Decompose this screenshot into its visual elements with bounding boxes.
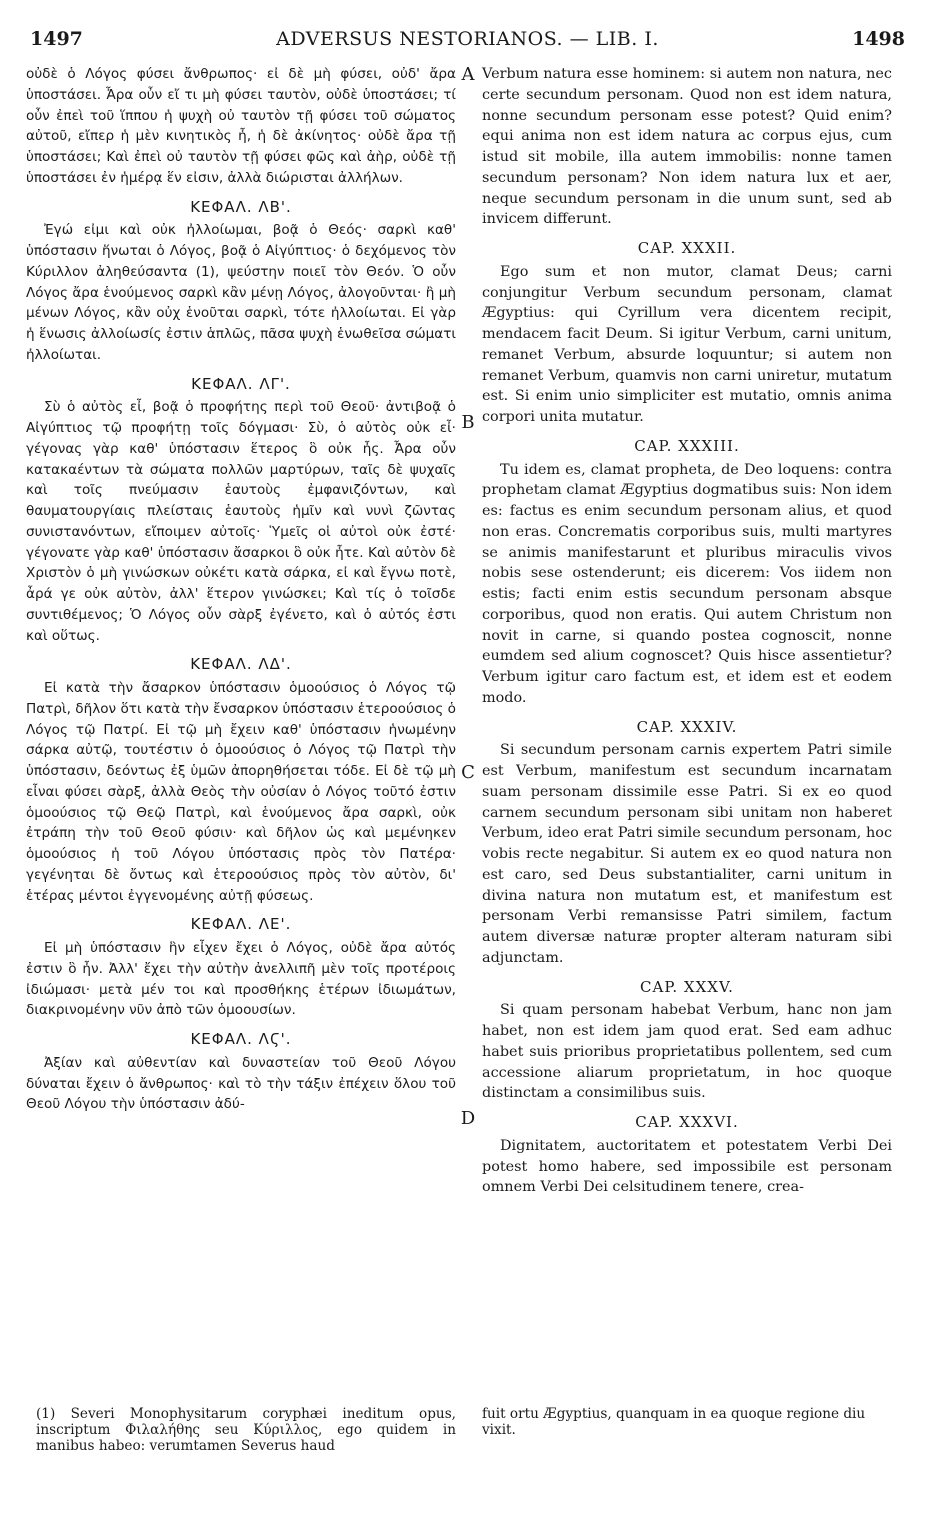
greek-heading-32: ΚΕΦΑΛ. ΛΒ'. — [190, 197, 292, 216]
latin-chapter-33: Tu idem es, clamat propheta, de Deo loquens: contra prophetam clamat Ægyptius dogmatibus suis: Non idem es: factus es enim secundum personam alius, et quod non eras. Concrematis corporibus suis, multi martyres se animis manifestarunt et pluribus miraculis vivos nobis sese ostenderunt; eis dicerem: Vos iidem non estis; facti enim estis secundum personam absque corporibus, quod non eratis. Qui autem Christum non novit in carne, si quando postea cognoscit, nonne eumdem sed alium cognoscet? Quis hisce assentietur? Verbum igitur caro factum est, et idem est et eodem modo. — [482, 461, 893, 706]
greek-column — [26, 64, 456, 1115]
margin-letter-d: D — [460, 1108, 476, 1129]
greek-chapter-36: Ἀξίαν καὶ αὐθεντίαν καὶ δυναστείαν τοῦ Θεοῦ Λόγου δύναται ἔχειν ὁ ἄνθρωπος· καὶ τὸ τὴν τάξιν ἐπέχειν ὅλου τοῦ Θεοῦ Λόγου τὴν ὑπόστασιν ἀδύ- — [26, 1054, 456, 1113]
latin-heading-33: CAP. XXXIII. — [634, 436, 740, 455]
footnote-right: fuit ortu Ægyptius, quanquam in ea quoque regione diu vixit. — [482, 1406, 866, 1438]
latin-heading-34: CAP. XXXIV. — [636, 717, 738, 736]
greek-chapter-32: Ἐγώ εἰμι καὶ οὐκ ἠλλοίωμαι, βοᾷ ὁ Θεός· σαρκὶ καθ' ὑπόστασιν ἥνωται ὁ Λόγος, βοᾷ ὁ Αἰγύπτιος· ὁ δεχόμενος τὸν Κύριλλον ἀληθεύσαντα (1), ψεύστην ποιεῖ τὸν Θεόν. Ὁ οὖν Λόγος ἄρα ἑνούμενος σαρκὶ κἂν μένῃ Λόγος, ἀλογοῦνται· ἢ μὴ μένων Λόγος, κἂν οὐχ ἑνοῦται σαρκὶ, τότε ἠλλοίωται. Εἰ γὰρ ἡ ἕνωσις ἀλλοίωσίς ἐστιν ἁπλῶς, πᾶσα ψυχὴ ἑνωθεῖσα σώματι ἠλλοίωται. — [26, 222, 456, 363]
running-title: ADVERSUS NESTORIANOS. — LIB. I. — [276, 28, 659, 50]
footnote-left: (1) Severi Monophysitarum coryphæi ineditum opus, inscriptum Φιλαλήθης seu Κύριλλος, ego quidem in manibus habeo: verumtamen Severus haud — [36, 1406, 456, 1454]
margin-letter-a: A — [461, 64, 475, 85]
greek-heading-35: ΚΕΦΑΛ. ΛΕ'. — [190, 915, 292, 934]
greek-heading-36: ΚΕΦΑΛ. ΛϚ'. — [190, 1030, 292, 1048]
greek-intro: οὐδὲ ὁ Λόγος φύσει ἄνθρωπος· εἰ δὲ μὴ φύσει, οὐδ' ἄρα ὑποστάσει. Ἆρα οὖν εἴ τι μὴ φύσει ταυτὸν, οὐδὲ ὑποστάσει; τί οὖν ἐπεὶ τοῦ ἵππου ἡ ψυχὴ οὐ ταυτὸν τῇ φύσει τοῦ σώματος αὐτοῦ, εἴπερ ἡ μὲν κινητικὸς ἦ, ἡ δὲ ἀκίνητος· οὐδὲ ἄρα τῇ ὑποστάσει; Καὶ ἐπεὶ οὐ ταυτὸν τῇ φύσει φῶς καὶ ἀὴρ, οὐδὲ τῇ ὑποστάσει ἐν ἡμέρᾳ ἕν εἰσιν, ἀλλὰ διώρισται ἀλλήλων. — [26, 66, 456, 186]
latin-heading-32: CAP. XXXII. — [637, 239, 737, 257]
latin-intro: Verbum natura esse hominem: si autem non natura, nec certe secundum personam. Quod non est idem natura, nonne secundum personam esse potest? Quid enim? equi anima non est idem natura ac corpus ejus, cum istud sit mobile, illa autem immobilis: nonne tamen secundum personam? Non idem natura lux et aer, neque secundum personam in die unum sunt, sed ab invicem differunt. — [482, 66, 892, 228]
margin-letter-b: B — [461, 412, 475, 433]
latin-chapter-34: Si secundum personam carnis expertem Patri simile est Verbum, manifestum est secundum incarnatam suam personam dissimile esse Patri. Si ex eo quod carnem secundum personam sibi unitam non haberet Verbum, ideo erat Patri simile secundum personam, hoc vobis recte negabitur. Si autem ex eo quod natura non est caro, sed Deus substantialiter, carni unitum in divina natura non mutatum est, et manifestum est personam Verbi remansisse Patri similem, factum autem diversæ naturæ propter alteram naturam sibi adjunctam. — [482, 742, 892, 966]
page-number-left: 1497 — [30, 28, 83, 50]
latin-column — [482, 64, 892, 1198]
margin-letter-c: C — [461, 762, 475, 783]
greek-chapter-33: Σὺ ὁ αὐτὸς εἶ, βοᾷ ὁ προφήτης περὶ τοῦ Θεοῦ· ἀντιβοᾷ ὁ Αἰγύπτιος τῷ προφήτῃ τοῖς δόγμασι· Σὺ, ὁ αὐτὸς οὐκ εἶ· γέγονας γὰρ καθ' ὑπόστασιν ἕτερος ὃ οὐκ ἦς. Ἆρα οὖν κατακαέντων τὰ σώματα πολλῶν μαρτύρων, ταῖς δὲ ψυχαῖς καὶ τοῖς πνεύμασιν ἑαυτοὺς ἐμφανιζόντων, καὶ θαυματουργίαις πλείσταις ἑαυτοὺς ἡμῖν καὶ νυνὶ ζῶντας συνιστανόντων, εἴποιμεν αὐτοῖς· Ὑμεῖς οἱ αὐτοὶ οὐκ ἐστέ· γέγονατε γὰρ καθ' ὑπόστασιν ἄσαρκοι ὃ οὐκ ἦτε. Καὶ αὐτὸν δὲ Χριστὸν ὁ μὴ γινώσκων οὐκέτι κατὰ σάρκα, εἰ καὶ ἔγνω ποτὲ, ἆρά γε οὐκ αὐτὸν, ἀλλ' ἕτερον γινώσκει; Καὶ τίς ὁ τοῖσδε συντιθέμενος; Ὁ Λόγος οὖν σὰρξ ἐγένετο, καὶ ὁ αὐτός ἐστι καὶ οὕτως. — [26, 399, 456, 644]
latin-chapter-32: Ego sum et non mutor, clamat Deus; carni conjungitur Verbum secundum personam, clamat Ægyptius: qui Cyrillum vera dicentem recipit, mendacem facit Deum. Si igitur Verbum, carni unitum, remanet Verbum, absurde loquuntur; si autem non remanet Verbum, quamvis non carni uniretur, mutatum est. Si enim unio simpliciter est mutatio, omnis anima corpori unita mutatur. — [482, 263, 892, 425]
margin-letters — [454, 0, 482, 1540]
greek-heading-34: ΚΕΦΑΛ. ΛΔ'. — [190, 655, 292, 674]
latin-heading-36: CAP. XXXVI. — [635, 1113, 739, 1131]
greek-heading-33: ΚΕΦΑΛ. ΛΓ'. — [191, 374, 291, 393]
page-number-right: 1498 — [852, 28, 905, 50]
greek-chapter-34: Εἰ κατὰ τὴν ἄσαρκον ὑπόστασιν ὁμοούσιος ὁ Λόγος τῷ Πατρὶ, δῆλον ὅτι κατὰ τὴν ἔνσαρκον ὑπόστασιν ἑτεροούσιος ὁ Λόγος τῷ Πατρί. Εἰ τῷ μὴ ἔχειν καθ' ὑπόστασιν ἡνωμένην σάρκα αὐτῷ, τουτέστιν ὁ ὁμοούσιος ὁ Λόγος τῷ Πατρὶ τὴν ὑπόστασιν, δεόντως ἐξ ὑμῶν ἀπορηθήσεται τόδε. Εἰ δὲ τῷ μὴ εἶναι φύσει σὰρξ, ἀλλὰ Θεὸς τὴν οὐσίαν ὁ Λόγος τοῦτό ἐστιν ὁμοούσιος τῷ Θεῷ Πατρὶ, καὶ ἑνούμενος ἄρα σαρκὶ, οὐκ ἐτράπη τὴν τοῦ Θεοῦ φύσιν· καὶ δῆλον ὡς καὶ μεμένηκεν ὁμοούσιος ἡ τοῦ Λόγου ὑπόστασις πρὸς τὸν Πατέρα· γεγένηται δὲ ὄντως καὶ ἑτεροούσιος πρὸς τὸν αὐτὸν, δι' ἑτέρας μέντοι ἐγγενομένης αὐτῇ φύσεως. — [26, 680, 456, 904]
greek-chapter-35: Εἰ μὴ ὑπόστασιν ἣν εἶχεν ἔχει ὁ Λόγος, οὐδὲ ἄρα αὐτός ἐστιν ὃ ἦν. Ἀλλ' ἔχει τὴν αὐτὴν ἀνελλιπῆ μὲν τοῖς προτέροις ἰδιώμασι· μετὰ μέν τοι καὶ προσθήκης ἑτέρων ἰδιωμάτων, διακρινομένην νῦν ἀπὸ τῶν ὁμοουσίων. — [26, 940, 456, 1019]
latin-heading-35: CAP. XXXV. — [640, 977, 734, 996]
latin-chapter-35: Si quam personam habebat Verbum, hanc non jam habet, non est idem jam quod erat. Sed eam adhuc habet suis prioribus proprietatibus pollentem, sed cum accessione aliarum proprietatum, in hoc quoque distinctam a consimilibus suis. — [482, 1002, 892, 1102]
latin-chapter-36: Dignitatem, auctoritatem et potestatem Verbi Dei potest homo habere, sed impossibile est personam omnem Verbi Dei celsitudinem tenere, crea- — [482, 1137, 892, 1196]
